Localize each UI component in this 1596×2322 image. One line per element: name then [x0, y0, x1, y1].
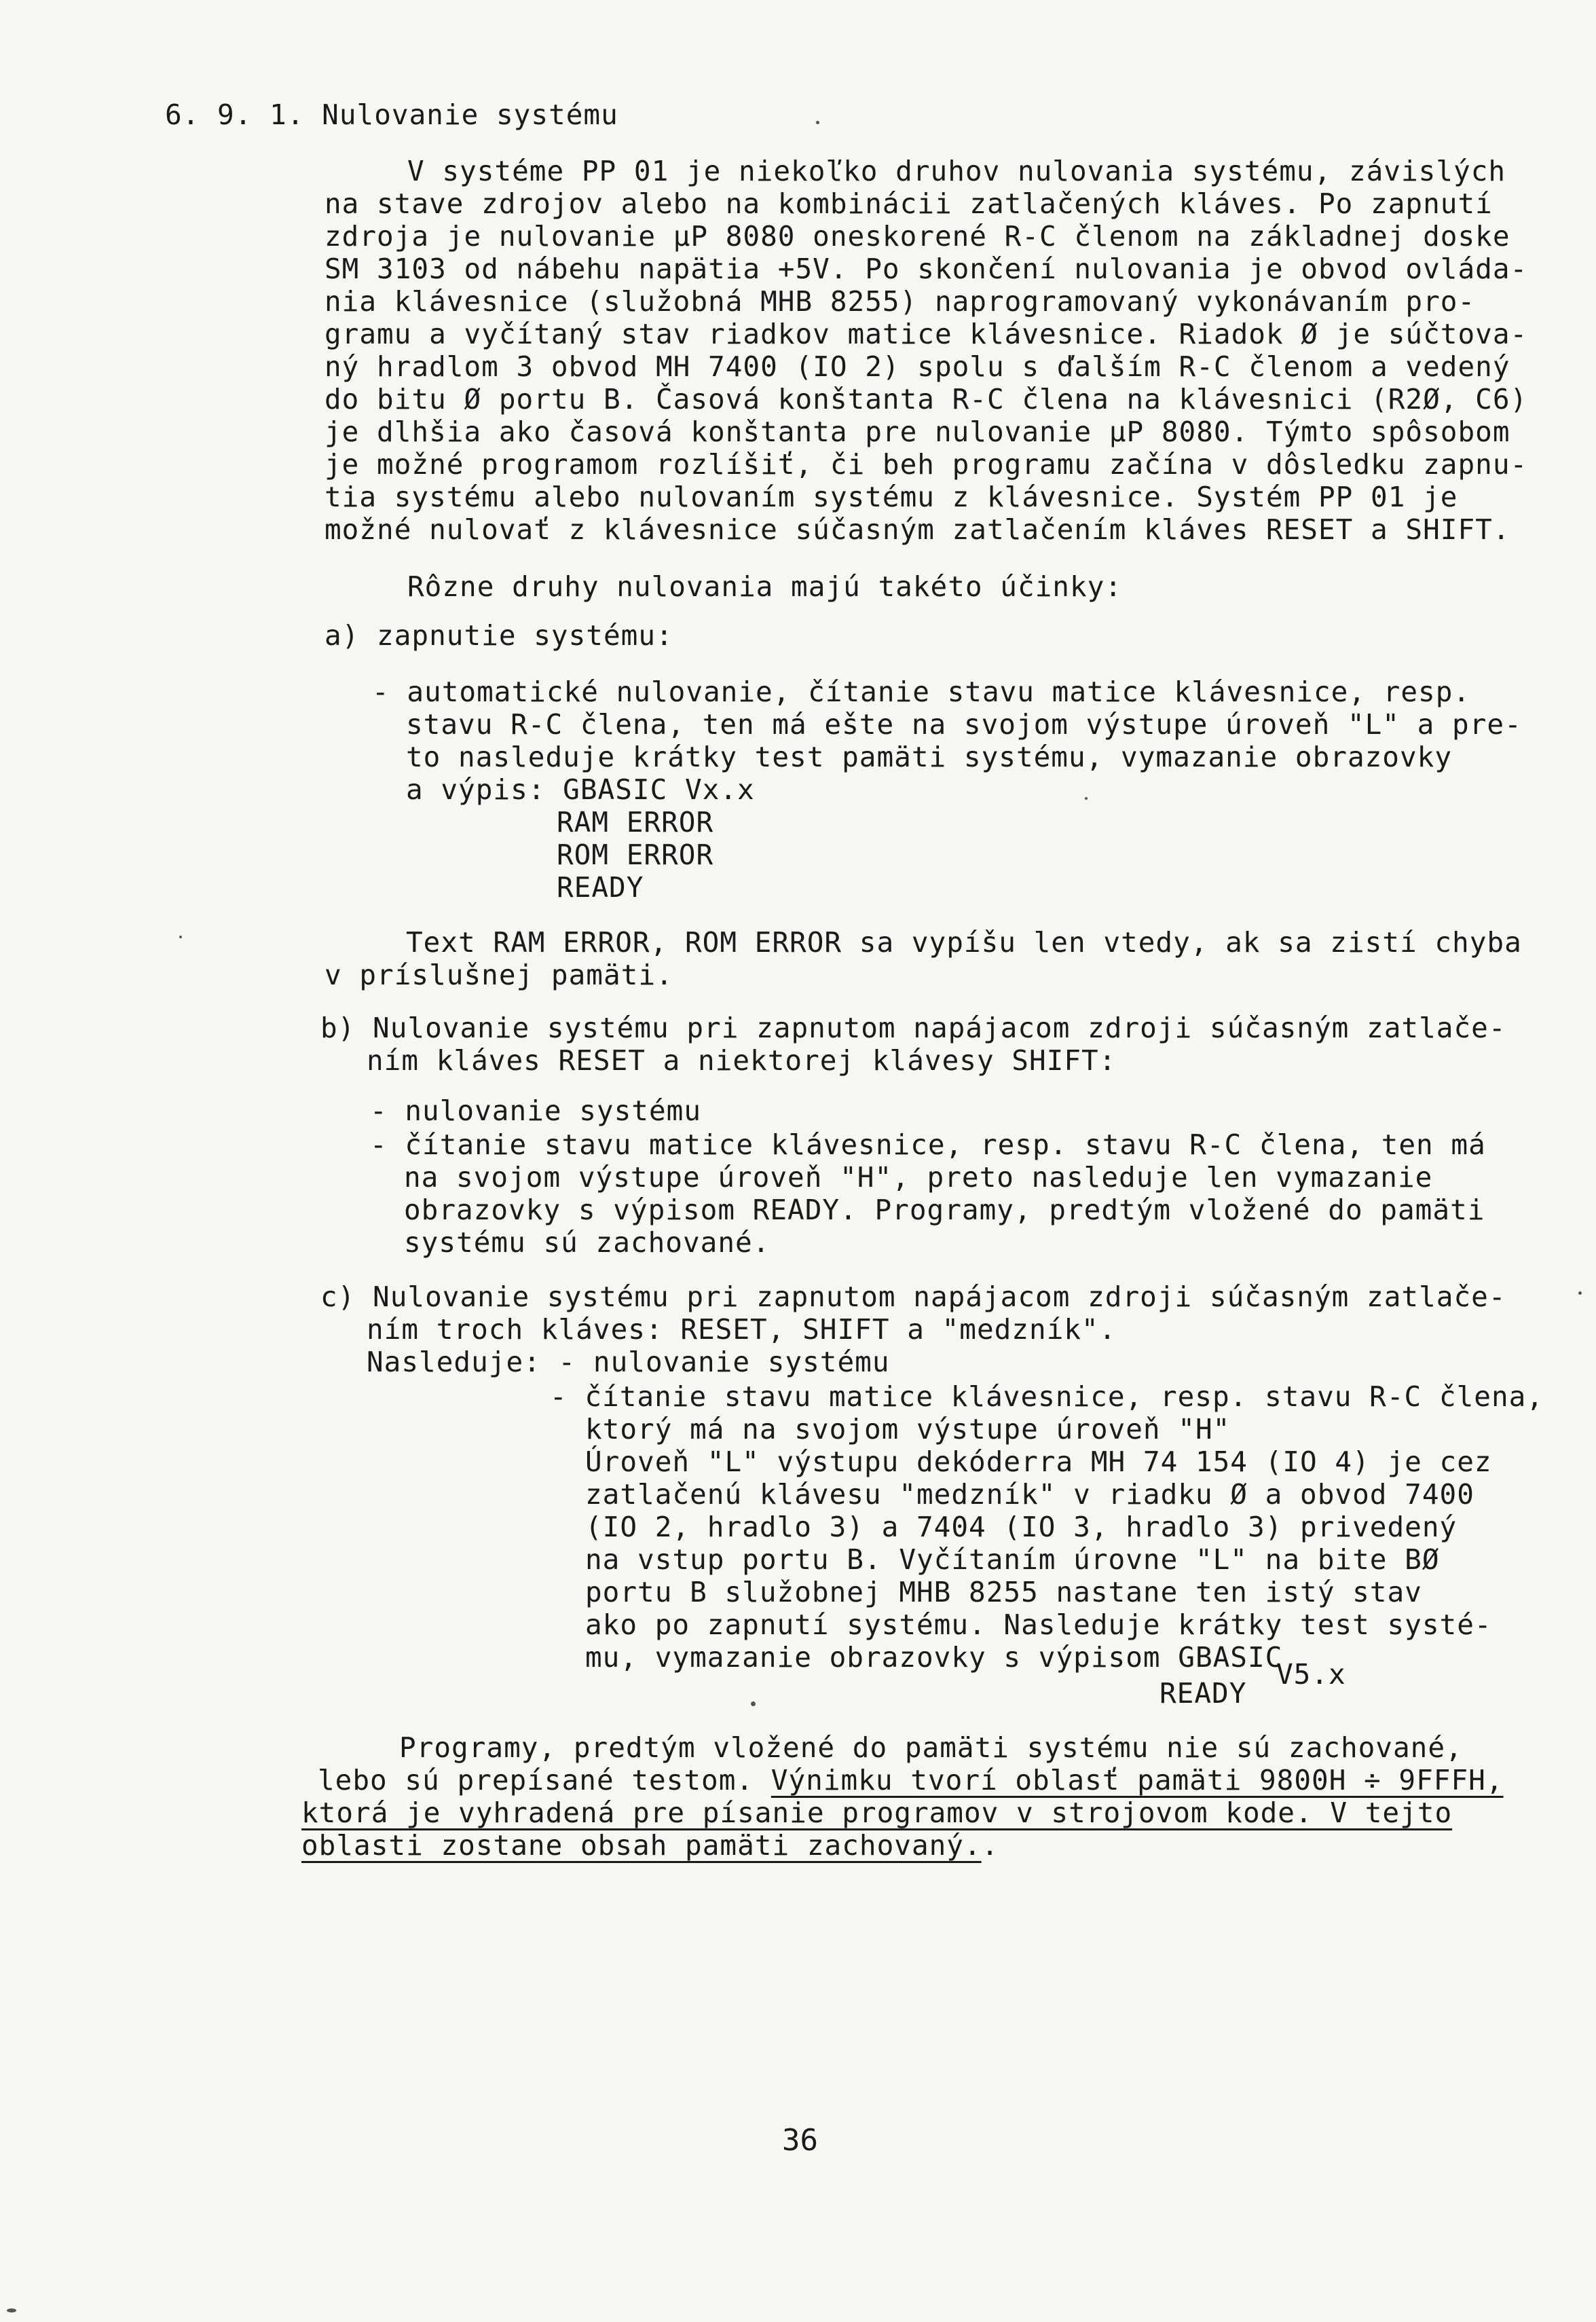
list-item: - nulovanie systému — [370, 1094, 701, 1127]
list-item: stavu R-C člena, ten má ešte na svojom výstupe úroveň "L" a pre- — [406, 708, 1522, 741]
text-line: V systéme PP 01 je niekoľko druhov nulovania systému, závislých — [407, 155, 1506, 187]
text-line: Programy, predtým vložené do pamäti systému nie sú zachované, — [399, 1731, 1463, 1764]
text-line: Text RAM ERROR, ROM ERROR sa vypíšu len vtedy, ak sa zistí chyba — [406, 926, 1522, 959]
text-line: tia systému alebo nulovaním systému z klávesnice. Systém PP 01 je — [324, 481, 1458, 513]
list-item: a výpis: GBASIC Vx.x — [406, 773, 755, 806]
text-fragment: lebo sú prepísané testom. — [318, 1764, 771, 1796]
list-item: na vstup portu B. Vyčítaním úrovne "L" na bite BØ — [585, 1543, 1440, 1576]
output-line: RAM ERROR — [557, 806, 714, 838]
list-item: - čítanie stavu matice klávesnice, resp. stavu R-C člena, — [550, 1380, 1544, 1413]
underlined-text: Výnimku tvorí oblasť pamäti 9800H ÷ 9FFFH, — [771, 1764, 1504, 1796]
list-item: to nasleduje krátky test pamäti systému, vymazanie obrazovky — [406, 741, 1453, 773]
text-line: ný hradlom 3 obvod MH 7400 (IO 2) spolu s ďalším R-C členom a vedený — [324, 350, 1510, 383]
list-item: - čítanie stavu matice klávesnice, resp. stavu R-C člena, ten má — [370, 1128, 1486, 1161]
item-c-follows: Nasleduje: - nulovanie systému — [367, 1346, 890, 1378]
scan-speck — [751, 1701, 756, 1706]
text-line: SM 3103 od nábehu napätia +5V. Po skončení nulovania je obvod ovláda- — [324, 253, 1528, 285]
text-line: nia klávesnice (služobná MHB 8255) naprogramovaný vykonávaním pro- — [324, 285, 1476, 318]
underlined-text: oblasti zostane obsah pamäti zachovaný. — [301, 1829, 982, 1862]
text-line: je dlhšia ako časová konštanta pre nulovanie µP 8080. Týmto spôsobom — [324, 416, 1510, 448]
version-label: V5.x — [1276, 1658, 1346, 1691]
text-line: ním troch kláves: RESET, SHIFT a "medzník". — [367, 1313, 1117, 1346]
output-line: ROM ERROR — [557, 838, 714, 871]
list-item: ktorý má na svojom výstupe úroveň "H" — [585, 1413, 1231, 1445]
scan-speck — [1578, 1291, 1582, 1295]
text-line: v príslušnej pamäti. — [324, 959, 673, 991]
list-item: portu B služobnej MHB 8255 nastane ten istý stav — [585, 1576, 1422, 1608]
text-line — [318, 1764, 1504, 1796]
scan-speck — [1085, 797, 1088, 800]
list-item: systému sú zachované. — [404, 1226, 771, 1259]
text-line: možné nulovať z klávesnice súčasným zatlačením kláves RESET a SHIFT. — [324, 513, 1510, 546]
text-line — [301, 1829, 999, 1862]
list-item: (IO 2, hradlo 3) a 7404 (IO 3, hradlo 3) privedený — [585, 1511, 1458, 1543]
scan-speck — [816, 121, 819, 124]
text-line: gramu a vyčítaný stav riadkov matice klávesnice. Riadok Ø je súčtova- — [324, 318, 1528, 350]
list-item: na svojom výstupe úroveň "H", preto nasleduje len vymazanie — [404, 1161, 1433, 1194]
ready-label: READY — [1159, 1677, 1247, 1710]
text-line: c) Nulovanie systému pri zapnutom napájacom zdroji súčasným zatlače- — [320, 1280, 1506, 1313]
page-number: 36 — [782, 2123, 818, 2158]
item-a-label: a) zapnutie systému: — [324, 619, 673, 652]
text-line: ním kláves RESET a niektorej klávesy SHIFT: — [367, 1044, 1117, 1077]
list-item: ako po zapnutí systému. Nasleduje krátky test systé- — [585, 1608, 1492, 1641]
text-line: zdroja je nulovanie µP 8080 oneskorené R-C členom na základnej doske — [324, 220, 1510, 253]
text-line: je možné programom rozlíšiť, či beh programu začína v dôsledku zapnu- — [324, 448, 1528, 481]
list-item: Úroveň "L" výstupu dekóderra MH 74 154 (IO 4) je cez — [585, 1445, 1492, 1478]
list-item: obrazovky s výpisom READY. Programy, predtým vložené do pamäti — [404, 1194, 1485, 1226]
scan-speck — [179, 936, 182, 938]
text-fragment: . — [981, 1829, 999, 1862]
underlined-line: ktorá je vyhradená pre písanie programov v strojovom kode. V tejto — [301, 1796, 1453, 1829]
list-item: - automatické nulovanie, čítanie stavu matice klávesnice, resp. — [372, 676, 1471, 708]
types-intro: Rôzne druhy nulovania majú takéto účinky: — [407, 570, 1123, 603]
section-heading: 6. 9. 1. Nulovanie systému — [165, 98, 618, 131]
scan-speck — [7, 2308, 16, 2312]
text-line: do bitu Ø portu B. Časová konštanta R-C člena na klávesnici (R2Ø, C6) — [324, 383, 1528, 416]
list-item: zatlačenú klávesu "medzník" v riadku Ø a obvod 7400 — [585, 1478, 1474, 1511]
text-line: b) Nulovanie systému pri zapnutom napájacom zdroji súčasným zatlače- — [320, 1012, 1506, 1044]
list-item: mu, vymazanie obrazovky s výpisom GBASIC — [585, 1641, 1283, 1674]
output-line: READY — [557, 871, 644, 904]
text-line: na stave zdrojov alebo na kombinácii zatlačených kláves. Po zapnutí — [324, 187, 1493, 220]
